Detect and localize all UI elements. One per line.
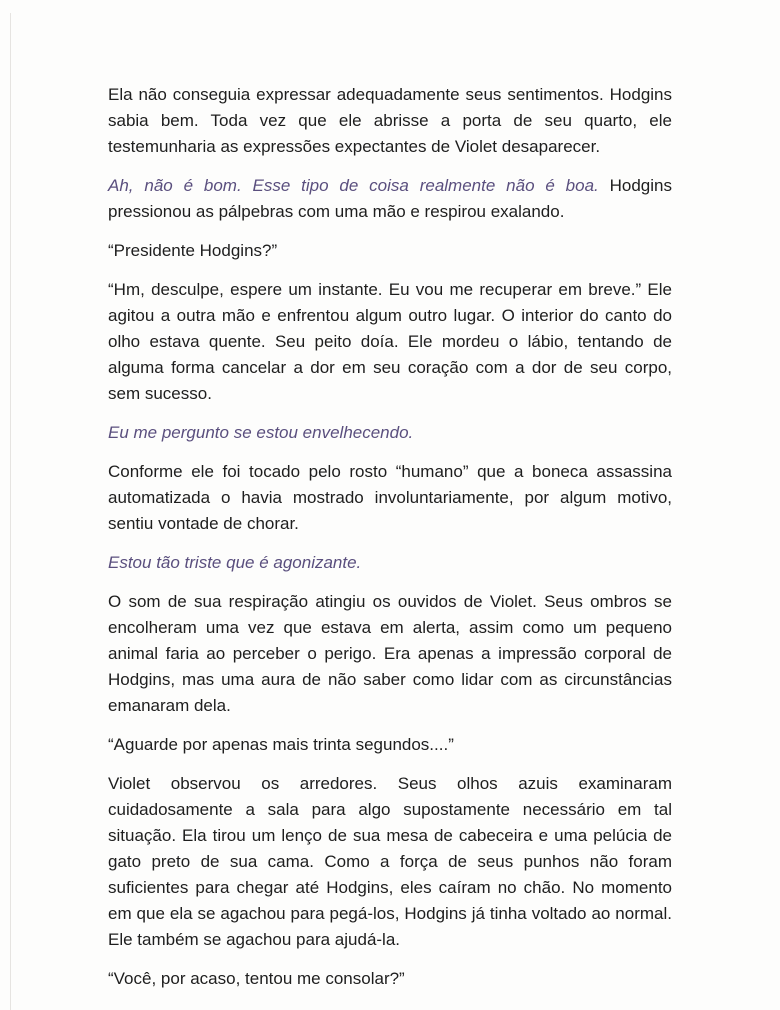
paragraph-narration: Violet observou os arredores. Seus olhos azuis examinaram cuidadosamente a sala para algo supostamente necessário em tal situação. Ela tirou um lenço de sua mesa de cabeceira e uma pelúcia de gato preto de sua cama. Como a força de seus punhos não foram suficientes para chegar até Hodgins, eles caíram no chão. No momento em que ela se agachou para pegá-los, Hodgins já tinha voltado ao normal. Ele também se agachou para ajudá-la. (108, 774, 672, 949)
paragraph-thought: Eu me pergunto se estou envelhecendo. (108, 423, 414, 442)
paragraph-dialogue-narration: “Hm, desculpe, espere um instante. Eu vou me recuperar em breve.” Ele agitou a outra mão e enfrentou algum outro lugar. O interior do canto do olho estava quente. Seu peito doía. Ele mordeu o lábio, tentando de alguma forma cancelar a dor em seu coração com a dor de seu corpo, sem sucesso. (108, 280, 672, 403)
paragraph-dialogue: “Aguarde por apenas mais trinta segundos....” (108, 735, 454, 754)
paragraph-narration: Ela não conseguia expressar adequadamente seus sentimentos. Hodgins sabia bem. Toda vez que ele abrisse a porta de seu quarto, ele testemunharia as expressões expectantes de Violet desaparecer. (108, 85, 672, 156)
paragraph-mixed (108, 173, 672, 225)
paragraph-dialogue: “Presidente Hodgins?” (108, 241, 278, 260)
paragraph-narration: O som de sua respiração atingiu os ouvidos de Violet. Seus ombros se encolheram uma vez que estava em alerta, assim como um pequeno animal faria ao perceber o perigo. Era apenas a impressão corporal de Hodgins, mas uma aura de não saber como lidar com as circunstâncias emanaram dela. (108, 592, 672, 715)
document-page (108, 82, 672, 1005)
thought-text: Ah, não é bom. Esse tipo de coisa realmente não é boa. (108, 176, 599, 195)
paragraph-thought: Estou tão triste que é agonizante. (108, 553, 362, 572)
paragraph-narration: Conforme ele foi tocado pelo rosto “humano” que a boneca assassina automatizada o havia mostrado involuntariamente, por algum motivo, sentiu vontade de chorar. (108, 462, 672, 533)
paragraph-dialogue: “Você, por acaso, tentou me consolar?” (108, 969, 405, 988)
page-edge-line (10, 13, 11, 1010)
narration-text: Hodgins pressionou as pálpebras com uma mão e respirou exalando. (108, 176, 672, 221)
